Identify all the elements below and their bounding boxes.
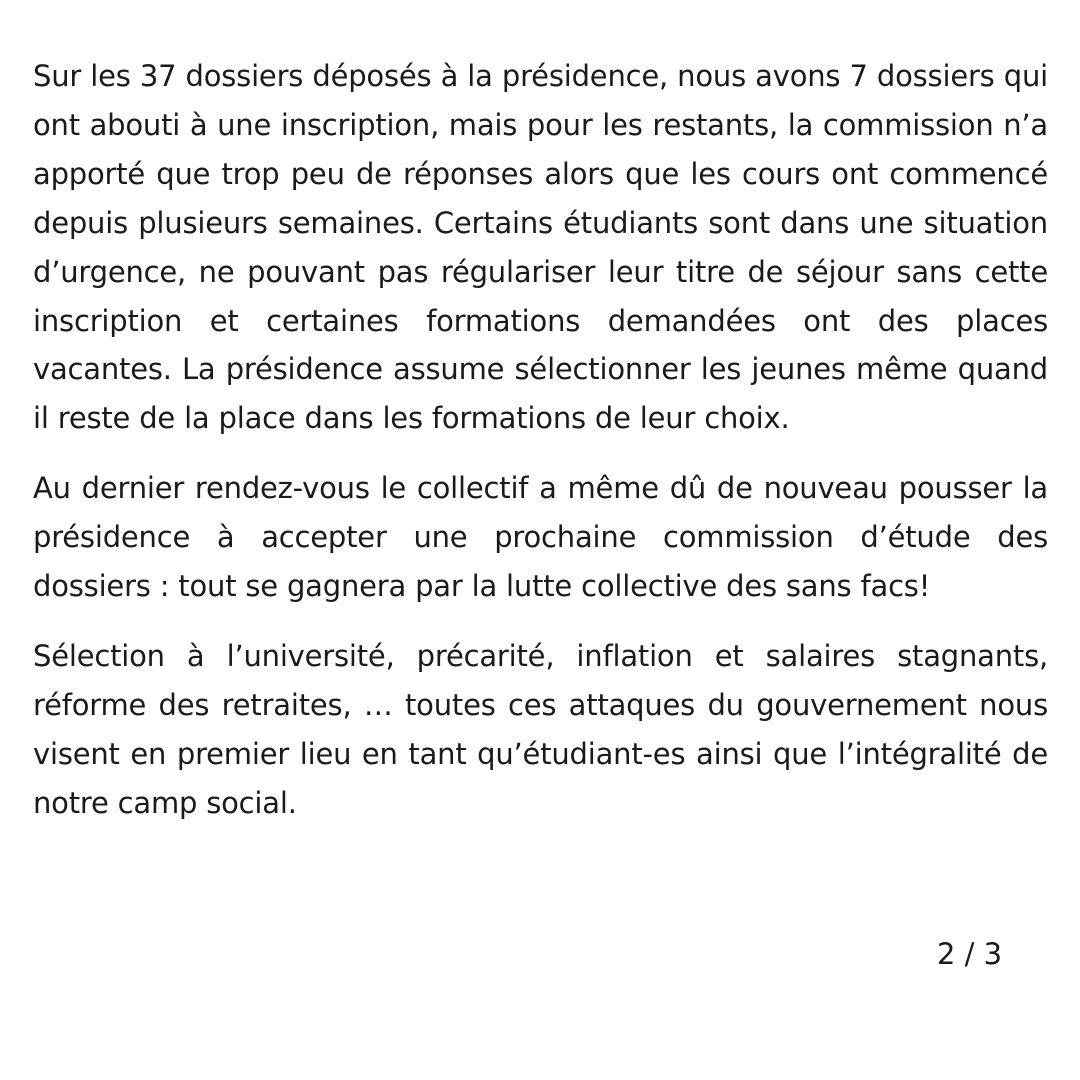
paragraph-3: Sélection à l’université, précarité, inflation et salaires stagnants, réforme des retraites, … toutes ces attaques du gouvernement nous visent en premier lieu en tant qu’étudiant-es ainsi que l’intégralité de notre camp social.	[33, 638, 1048, 820]
article-body	[33, 52, 1048, 849]
page-number: 2 / 3	[937, 937, 1003, 971]
paragraph-1: Sur les 37 dossiers déposés à la présidence, nous avons 7 dossiers qui ont abouti à une inscription, mais pour les restants, la commission n’a apporté que trop peu de réponses alors que les cours ont commencé depuis plusieurs semaines. Certains étudiants sont dans une situation d’urgence, ne pouvant pas régulariser leur titre de séjour sans cette inscription et certaines formations demandées ont des places vacantes. La présidence assume sélectionner les jeunes même quand il reste de la place dans les formations de leur choix.	[33, 59, 1048, 436]
paragraph-2: Au dernier rendez-vous le collectif a même dû de nouveau pousser la présidence à accepter une prochaine commission d’étude des dossiers : tout se gagnera par la lutte collective des sans facs!	[33, 471, 1048, 604]
